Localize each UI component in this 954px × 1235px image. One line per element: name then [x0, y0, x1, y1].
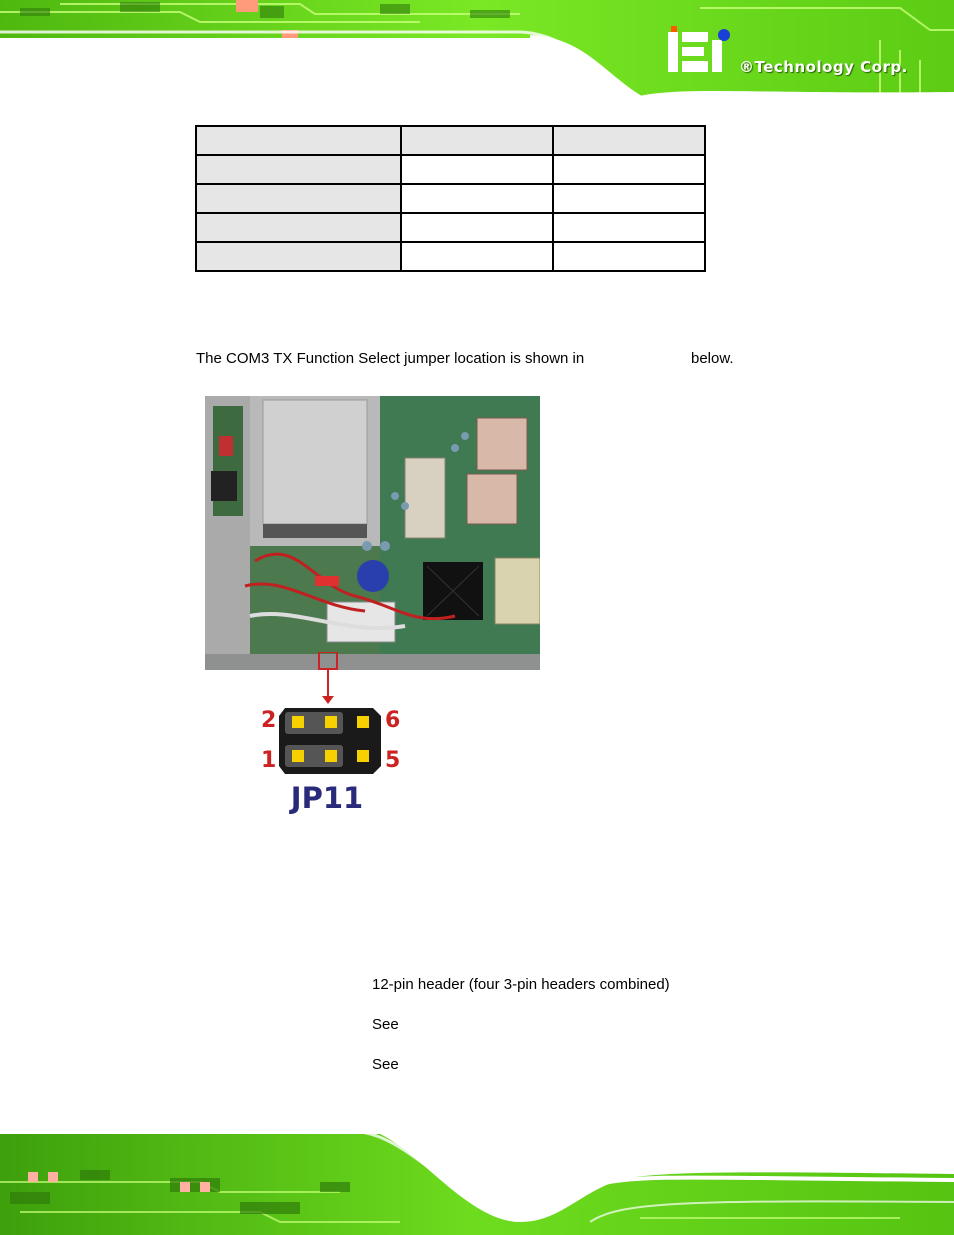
table-cell [553, 126, 705, 155]
footer-banner [0, 1122, 954, 1235]
circuit-header-graphic [0, 0, 954, 112]
table-cell [401, 184, 553, 213]
table-header-row [196, 126, 705, 155]
table-row [196, 155, 705, 184]
logo-tagline: ®Technology Corp. [739, 58, 908, 76]
pin-1 [292, 750, 304, 762]
table-cell [553, 184, 705, 213]
jp11-diagram [255, 652, 415, 814]
table-cell [196, 184, 401, 213]
table-cell [401, 213, 553, 242]
header-banner [0, 0, 954, 112]
table-cell [553, 213, 705, 242]
pin-label-6: 6 [385, 708, 401, 733]
jumper-callout [255, 652, 415, 819]
table-cell [196, 213, 401, 242]
callout-marker [319, 652, 337, 669]
table-cell [401, 155, 553, 184]
table-cell [401, 242, 553, 271]
pin-label-5: 5 [385, 748, 401, 773]
table-cell [196, 155, 401, 184]
table-cell [196, 242, 401, 271]
table-cell [553, 155, 705, 184]
spec-see-text-1: See [372, 1016, 399, 1033]
pin-3 [325, 750, 337, 762]
pin-5 [357, 750, 369, 762]
location-suffix-text: below. [691, 350, 734, 367]
table-cell [196, 126, 401, 155]
iei-logo [668, 26, 738, 81]
board-photo [205, 396, 540, 670]
pin-6 [357, 716, 369, 728]
circuit-footer-graphic [0, 1122, 954, 1235]
table-row [196, 242, 705, 271]
table-cell [553, 242, 705, 271]
iei-logo-mark [668, 26, 738, 76]
pin-2 [292, 716, 304, 728]
table-row [196, 184, 705, 213]
jumper-name-label: JP11 [290, 781, 364, 814]
motherboard-illustration [205, 396, 540, 670]
location-intro-text: The COM3 TX Function Select jumper location is shown in [196, 350, 585, 367]
pin-label-1: 1 [261, 748, 277, 773]
pin-4 [325, 716, 337, 728]
table-row [196, 213, 705, 242]
pin-label-2: 2 [261, 708, 277, 733]
table-cell [401, 126, 553, 155]
arrow-head-icon [322, 696, 334, 704]
spec-see-text-2: See [372, 1056, 399, 1073]
spec-type-text: 12-pin header (four 3-pin headers combined) [372, 976, 670, 993]
jumper-settings-table [195, 125, 706, 272]
